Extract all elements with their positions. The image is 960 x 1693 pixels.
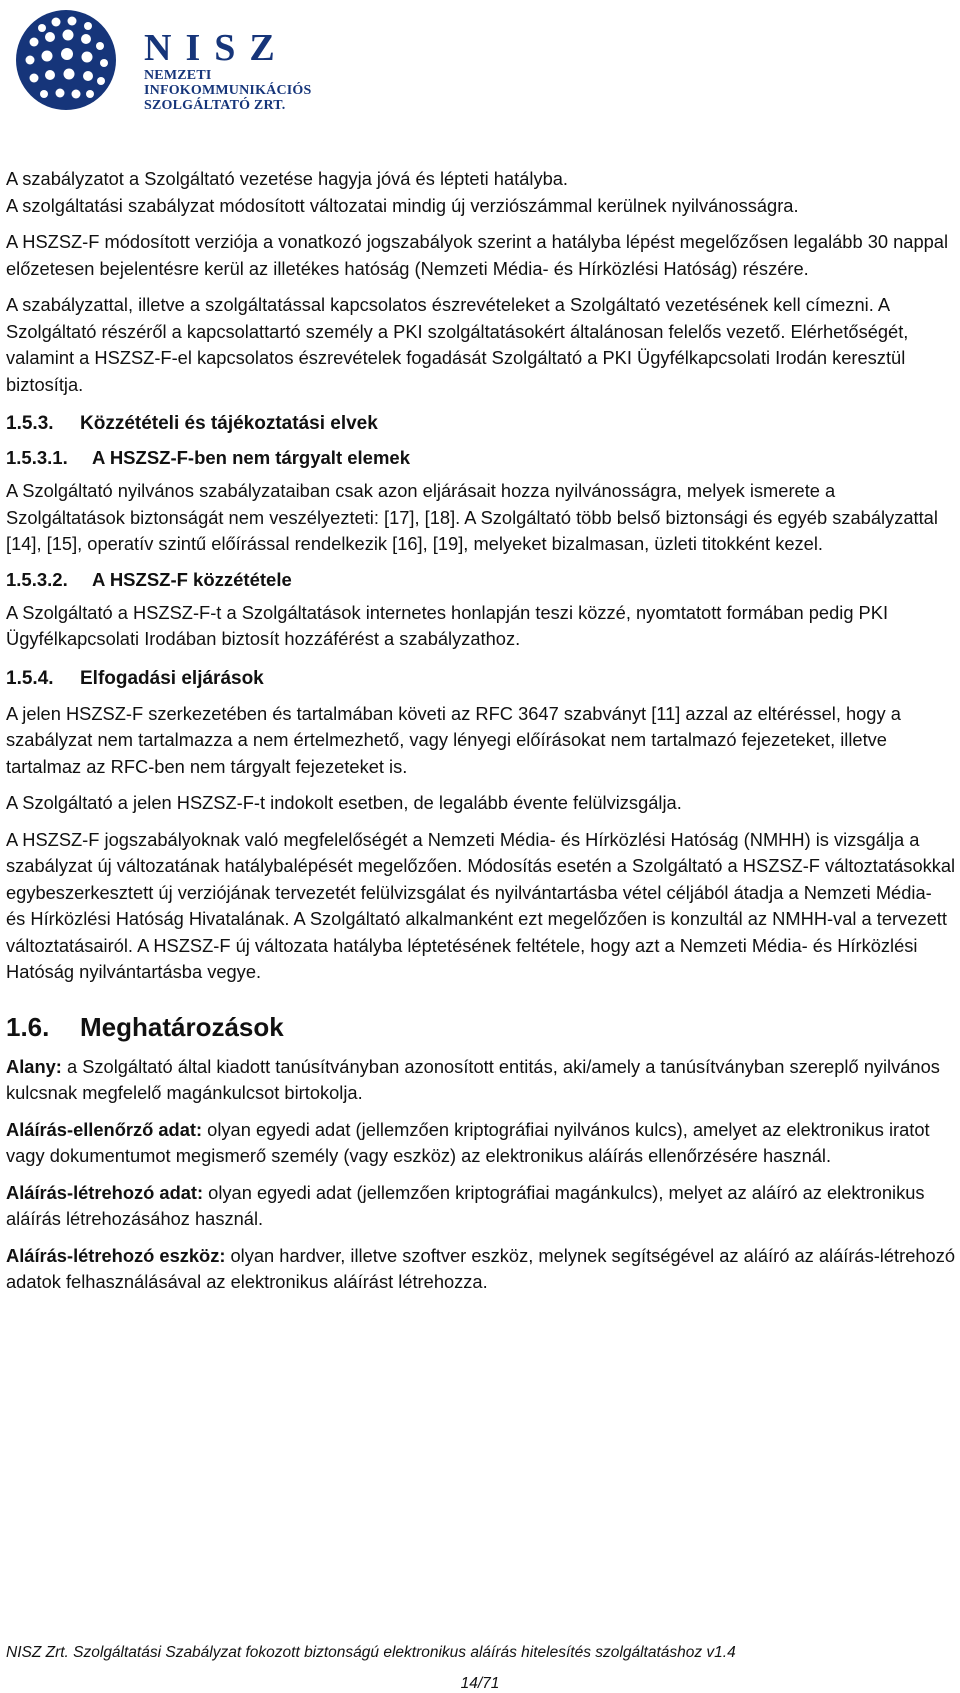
section-title: Meghatározások <box>80 1011 284 1042</box>
section-title: A HSZSZ-F közzététele <box>92 568 292 590</box>
definition-term: Aláírás-ellenőrző adat: <box>6 1118 203 1140</box>
section-number: 1.5.4. <box>6 667 54 689</box>
section-heading-1-6 <box>6 1010 956 1044</box>
definition-text: a Szolgáltató által kiadott tanúsítványban azonosított entitás, aki/amely a tanúsítványban szereplő nyilvános kulcsnak megfelelő magánkulcsot birtokolja. <box>6 1055 940 1103</box>
logo-subtitle-line1: NEMZETI INFOKOMMUNIKÁCIÓS <box>144 68 312 98</box>
definition-term: Aláírás-létrehozó eszköz: <box>6 1244 226 1266</box>
document-body <box>6 166 956 1306</box>
section-number: 1.6. <box>6 1011 50 1042</box>
section-number: 1.5.3.1. <box>6 447 68 468</box>
section-title: A HSZSZ-F-ben nem tárgyalt elemek <box>92 447 410 468</box>
paragraph: A Szolgáltató nyilvános szabályzataiban csak azon eljárásait hozza nyilvánosságra, melyek ismerete a Szolgáltatások biztonságát nem veszélyezteti: [17], [18]. A Szolgáltató több belső biztonsági és egyéb szabályzattal [14], [15], operatív szintű előírással rendelkezik [16], [19], melyeket bizalmasan, üzleti titokként kezel. <box>6 480 938 554</box>
section-heading-1-5-4 <box>6 667 956 691</box>
section-heading-1-5-3-1 <box>6 446 956 470</box>
definition-item <box>6 1117 956 1170</box>
section-heading-1-5-3 <box>6 412 956 436</box>
definition-term: Aláírás-létrehozó adat: <box>6 1181 204 1203</box>
logo-text <box>144 28 372 113</box>
paragraph: A szolgáltatási szabályzat módosított változatai mindig új verziószámmal kerülnek nyilvánosságra. <box>6 194 799 216</box>
logo-subtitle-line2: SZOLGÁLTATÓ ZRT. <box>144 98 286 113</box>
paragraph: A szabályzatot a Szolgáltató vezetése hagyja jóvá és lépteti hatályba. <box>6 168 568 189</box>
paragraph: A Szolgáltató a jelen HSZSZ-F-t indokolt esetben, de legalább évente felülvizsgálja. <box>6 792 682 813</box>
definition-text: olyan egyedi adat (jellemzően kriptográfiai magánkulcs), melyet az aláíró az elektronikus aláírás létrehozásához használ. <box>6 1181 925 1229</box>
page-footer: NISZ Zrt. Szolgáltatási Szabályzat fokozott biztonságú elektronikus aláírás hitelesítés szolgáltatáshoz v1.4 <box>6 1644 736 1661</box>
section-number: 1.5.3.2. <box>6 568 68 590</box>
definition-text: olyan hardver, illetve szoftver eszköz, melynek segítségével az aláíró az aláírás-létrehozó adatok felhasználásával az elektronikus aláírást létrehozza. <box>6 1244 956 1292</box>
nisz-logo <box>12 6 372 114</box>
section-heading-1-5-3-2 <box>6 568 956 592</box>
paragraph: A Szolgáltató a HSZSZ-F-t a Szolgáltatások internetes honlapján teszi közzé, nyomtatott formában pedig PKI Ügyfélkapcsolati Irodában biztosít hozzáférést a szabályzathoz. <box>6 601 889 649</box>
definition-item <box>6 1243 956 1296</box>
definition-item <box>6 1180 956 1233</box>
section-title: Elfogadási eljárások <box>80 667 264 689</box>
paragraph: A jelen HSZSZ-F szerkezetében és tartalmában követi az RFC 3647 szabványt [11] azzal az eltéréssel, hogy a szabályzat nem tartalmazza a nem értelmezhető, vagy lényegi előírásokat nem tartalmazó fejezeteket, illetve tartalmaz az RFC-ben nem tárgyalt fejezeteket is. <box>6 702 901 777</box>
logo-name: NISZ <box>144 27 289 69</box>
section-title: Közzétételi és tájékoztatási elvek <box>80 413 378 434</box>
page-number: 14/71 <box>460 1675 500 1692</box>
definition-term: Alany: <box>6 1055 62 1077</box>
paragraph: A szabályzattal, illetve a szolgáltatással kapcsolatos észrevételeket a Szolgáltató vezetésének kell címezni. A Szolgáltató részéről a kapcsolattartó személy a PKI szolgáltatásokért általánosan felelős vezető. Elérhetőségét, valamint a HSZSZ-F-el kapcsolatos észrevételek fogadását Szolgáltató a PKI Ügyfélkapcsolati Irodán keresztül biztosítja. <box>6 294 909 395</box>
paragraph: A HSZSZ-F módosított verziója a vonatkozó jogszabályok szerint a hatályba lépést megelőzősen legalább 30 nappal előzetesen bejelentésre kerül az illetékes hatóság (Nemzeti Média- és Hírközlési Hatóság) részére. <box>6 231 949 279</box>
logo-globe-icon <box>12 6 124 114</box>
definition-text: olyan egyedi adat (jellemzően kriptográfiai nyilvános kulcs), amelyet az elektronikus iratot vagy dokumentumot megismerő személy (vagy eszköz) az elektronikus aláírás ellenőrzésére használ. <box>6 1118 930 1166</box>
paragraph: A HSZSZ-F jogszabályoknak való megfelelőségét a Nemzeti Média- és Hírközlési Hatóság (NMHH) is vizsgálja a szabályzat új változatának hatálybalépését megelőzően. Módosítás esetén a Szolgáltató a HSZSZ-F változtatásokkal egybeszerkesztett új verziójának tervezetét felülvizsgálat és nyilvántartásba vétel céljából átadja a Nemzeti Média- és Hírközlési Hatóság Hivatalának. A Szolgáltató alkalmanként ezt megelőzően is konzultál az NMHH-val a tervezett változtatásairól. A HSZSZ-F új változata hatályba léptetésének feltétele, hogy azt a Nemzeti Média- és Hírközlési Hatóság nyilvántartásba vegye. <box>6 828 956 982</box>
definition-item <box>6 1054 956 1107</box>
section-number: 1.5.3. <box>6 413 54 434</box>
